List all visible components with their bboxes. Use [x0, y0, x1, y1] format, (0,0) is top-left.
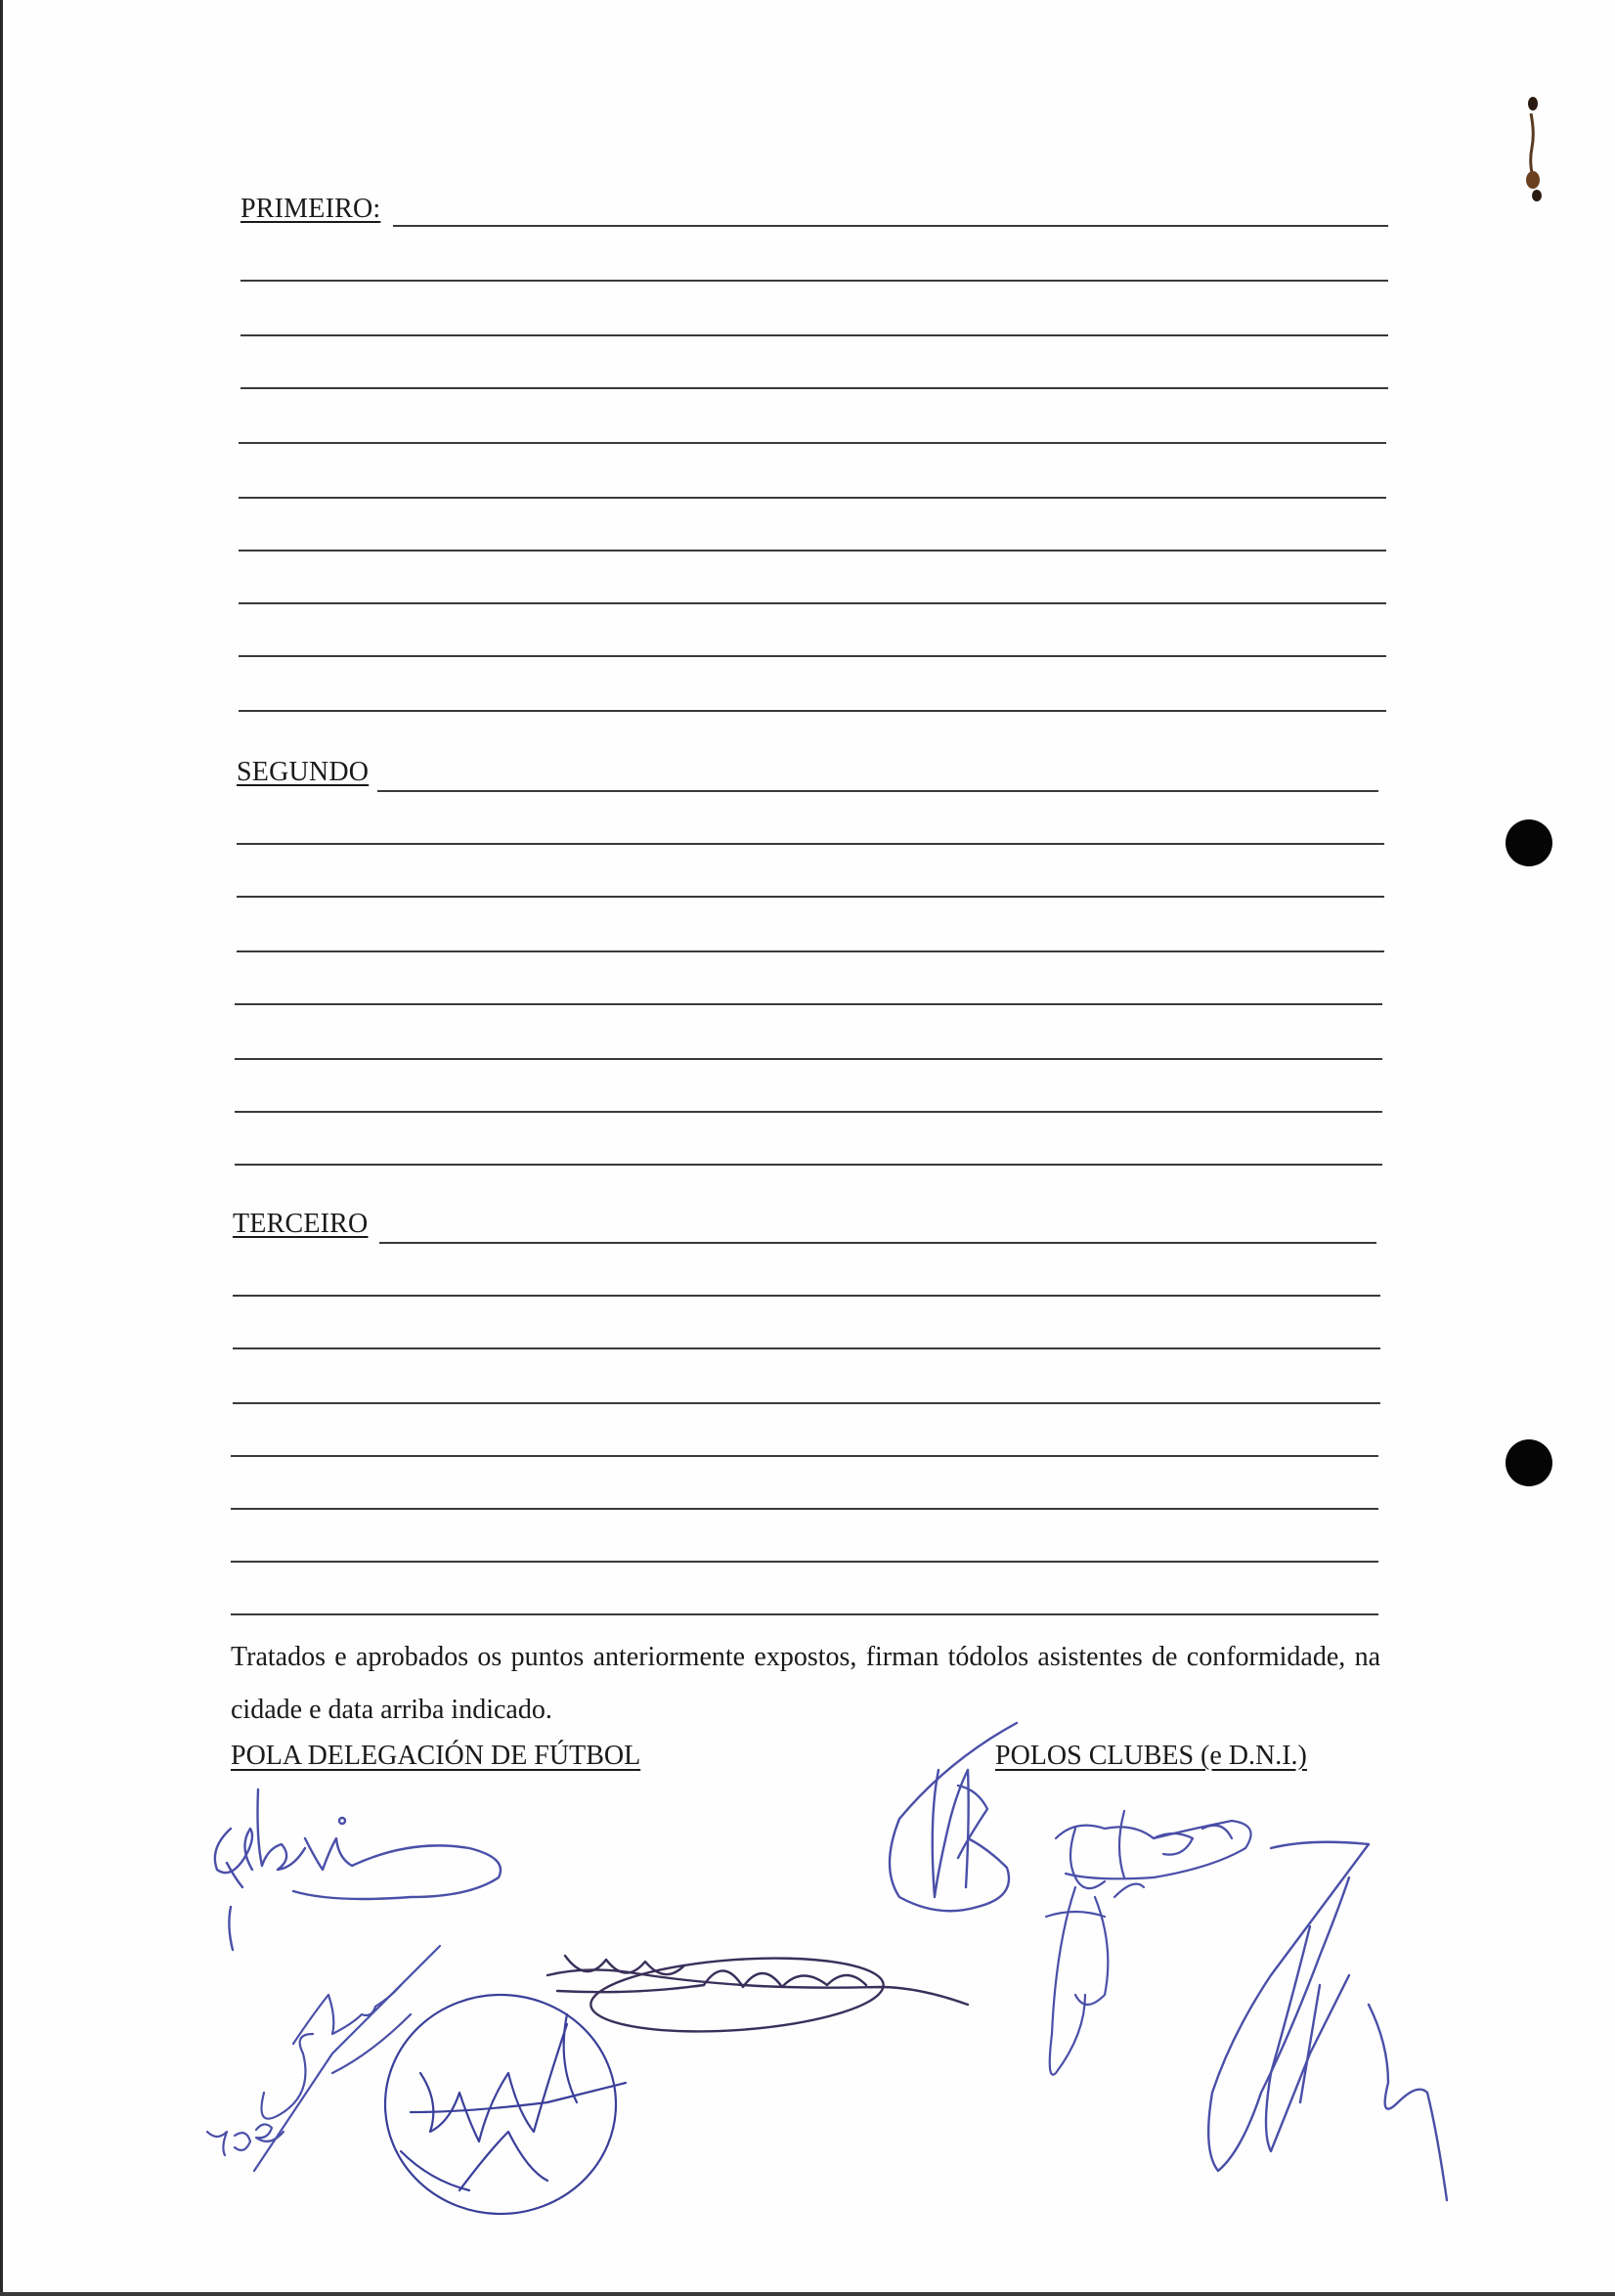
signatory-label-clubes: POLOS CLUBES (e D.N.I.): [995, 1741, 1307, 1771]
section-label-primeiro: PRIMEIRO:: [240, 194, 381, 224]
signature-2: [207, 1946, 440, 2171]
signature-4: [547, 1950, 968, 2041]
signature-3: [385, 1995, 626, 2214]
signature-1: [215, 1789, 501, 1950]
section-label-terceiro: TERCEIRO: [233, 1209, 369, 1239]
section-label-segundo: SEGUNDO: [237, 757, 370, 787]
signature-5: [890, 1723, 1017, 1911]
signature-7: [1208, 1842, 1447, 2200]
closing-paragraph: Tratados e aprobados os puntos anteriormente expostos, firman tódolos asistentes de conformidade, na cidade e data arriba indicado.: [231, 1642, 1380, 1725]
signature-6: [1046, 1811, 1251, 2075]
signatory-label-delegacion: POLA DELEGACIÓN DE FÚTBOL: [231, 1741, 641, 1771]
